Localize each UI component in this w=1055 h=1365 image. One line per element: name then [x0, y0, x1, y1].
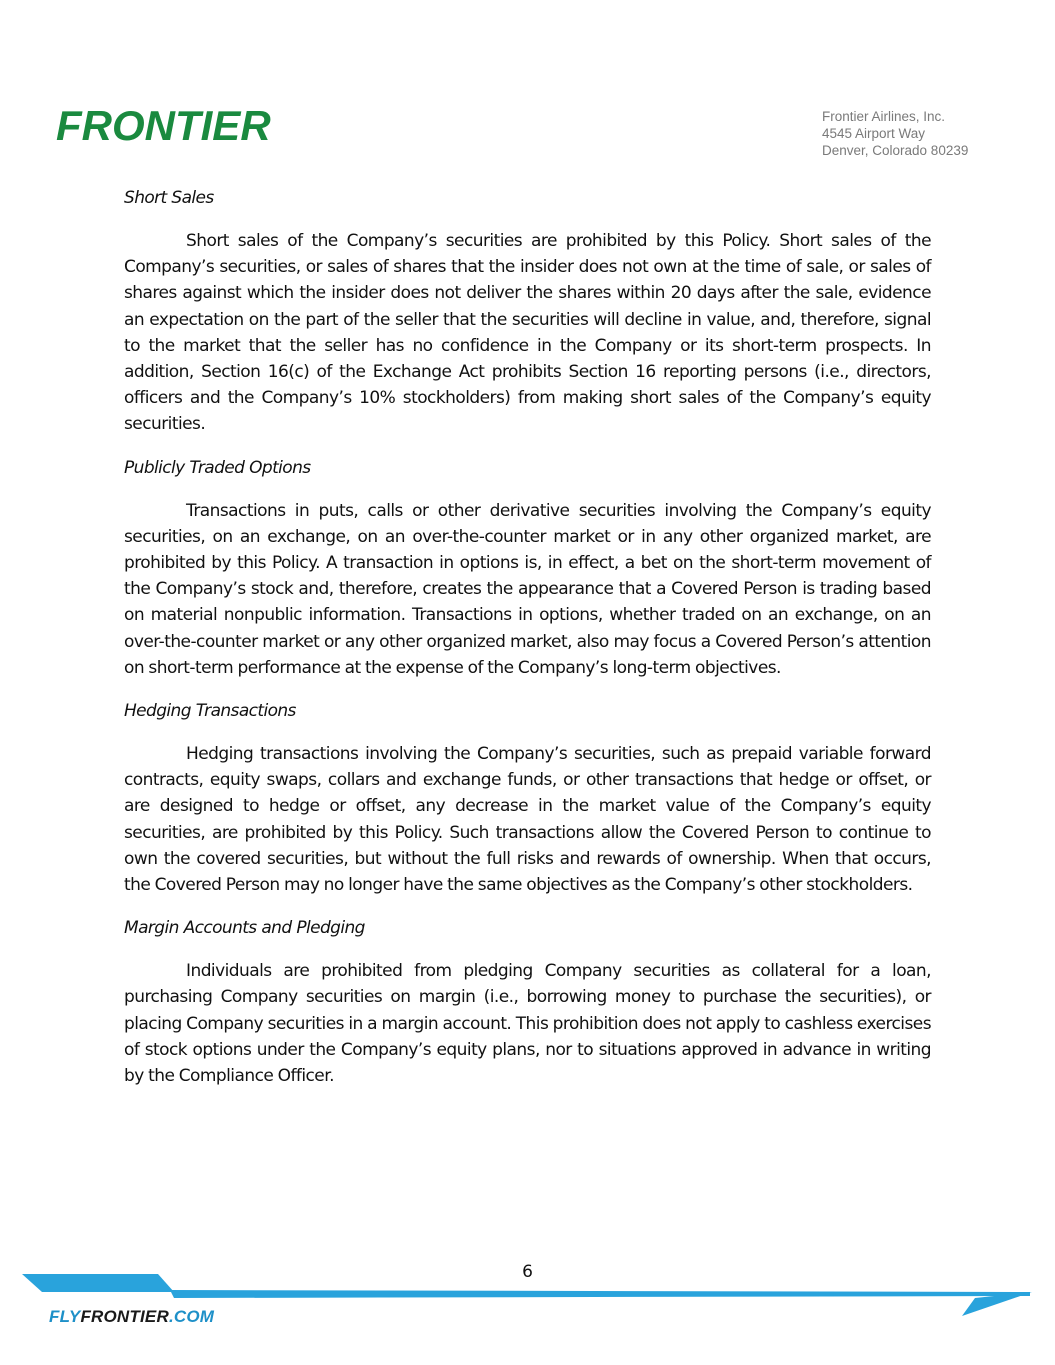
- footer-url-com: .COM: [168, 1307, 215, 1326]
- footer-swoosh-left: [22, 1274, 174, 1292]
- document-body: [124, 186, 931, 1107]
- section-paragraph: Transactions in puts, calls or other derivative securities involving the Company’s equity securities, on an exchange, on an over-the-counter market or in any other organized market, are prohibited by this Policy. A transaction in options is, in effect, a bet on the short-term movement of the Company’s stock and, therefore, creates the appearance that a Covered Person is trading based on material nonpublic information. Transactions in options, whether traded on an exchange, on an over-the-counter market or any other organized market, also may focus a Covered Person’s attention on short-term performance at the expense of the Company’s long-term objectives.: [124, 500, 931, 678]
- footer-website-link[interactable]: [49, 1307, 214, 1327]
- section-heading: Publicly Traded Options: [124, 457, 311, 478]
- page-number: 6: [522, 1262, 533, 1282]
- address-line-city: Denver, Colorado 80239: [822, 143, 969, 158]
- section-publicly-traded-options: [124, 456, 931, 681]
- section-heading: Hedging Transactions: [124, 701, 296, 722]
- company-address: [822, 108, 968, 159]
- section-paragraph: Short sales of the Company’s securities are prohibited by this Policy. Short sales of the Company’s securities, or sales of shares that the insider does not own at the time of sale, or sales of shares against which the insider does not deliver the shares within 20 days after the sale, evidence an expectation on the part of the seller that the securities will decline in value, and, therefore, signal to the market that the seller has no confidence in the Company or its short-term prospects. In addition, Section 16(c) of the Exchange Act prohibits Section 16 reporting persons (i.e., directors, officers and the Company’s 10% stockholders) from making short sales of the Company’s equity securities.: [124, 231, 931, 435]
- frontier-logo: [56, 100, 306, 150]
- address-line-company: Frontier Airlines, Inc.: [822, 109, 946, 124]
- section-margin-accounts: [124, 916, 931, 1089]
- section-paragraph: Individuals are prohibited from pledging Company securities as collateral for a loan, purchasing Company securities on margin (i.e., borrowing money to purchase the securities), or placing Company securities in a margin account. This prohibition does not apply to cashless exercises of stock options under the Company’s equity plans, nor to situations approved in advance in writing by the Compliance Officer.: [124, 961, 931, 1087]
- address-line-street: 4545 Airport Way: [822, 126, 926, 141]
- section-paragraph: Hedging transactions involving the Company’s securities, such as prepaid variable forward contracts, equity swaps, collars and exchange funds, or other transactions that hedge or offset, or are designed to hedge or offset, any decrease in the market value of the Company’s equity securities, are prohibited by this Policy. Such transactions allow the Covered Person to continue to own the covered securities, but without the full risks and rewards of ownership. When that occurs, the Covered Person may no longer have the same objectives as the Company’s other stockholders.: [124, 744, 931, 896]
- footer-url-fly: FLY: [49, 1307, 81, 1326]
- section-short-sales: [124, 186, 931, 438]
- footer-url-brand: FRONTIER: [80, 1307, 169, 1326]
- logo-text: FRONTIER: [56, 102, 271, 149]
- section-heading: Margin Accounts and Pledging: [124, 918, 365, 939]
- section-hedging-transactions: [124, 699, 931, 898]
- footer-swoosh-bar: [170, 1290, 1030, 1298]
- section-heading: Short Sales: [124, 188, 214, 208]
